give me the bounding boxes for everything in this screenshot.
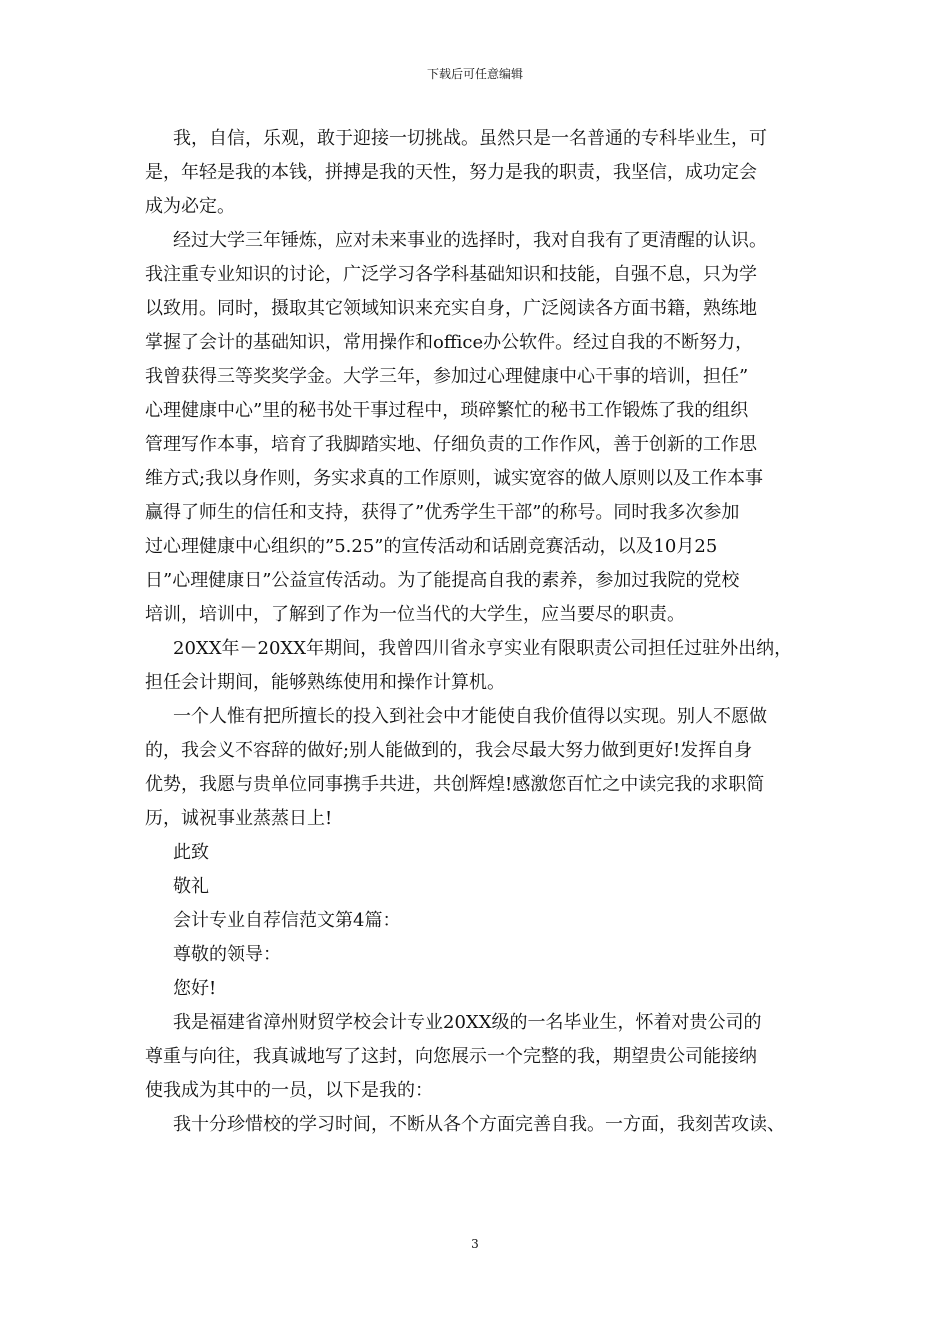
text-line: 敬礼 <box>173 876 209 897</box>
text-line: 赢得了师生的信任和支持，获得了”优秀学生干部”的称号。同时我多次参加 <box>145 502 740 523</box>
page-header: 下载后可任意编辑 <box>426 67 523 81</box>
text-line: 培训，培训中，了解到了作为一位当代的大学生，应当要尽的职责。 <box>145 604 685 625</box>
text-line: 历，诚祝事业蒸蒸日上! <box>145 808 333 829</box>
text-line: 维方式;我以身作则，务实求真的工作原则，诚实宽容的做人原则以及工作本事 <box>145 468 764 489</box>
paragraph-closing <box>145 700 815 836</box>
document-body <box>145 122 815 1142</box>
text-line: 担任会计期间，能够熟练使用和操作计算机。 <box>145 672 505 693</box>
text-line: 一个人惟有把所擅长的投入到社会中才能使自我价值得以实现。别人不愿做 <box>173 706 767 727</box>
salutation-jingli <box>145 870 815 904</box>
page-number: 3 <box>471 1237 479 1251</box>
text-line: 会计专业自荐信范文第4篇： <box>173 910 401 931</box>
text-line: 过心理健康中心组织的”5.25”的宣传活动和话剧竞赛活动，以及10月25 <box>145 536 718 557</box>
text-line: 我，自信，乐观，敢于迎接一切挑战。虽然只是一名普通的专科毕业生，可 <box>173 128 767 149</box>
text-line: 以致用。同时，摄取其它领域知识来充实自身，广泛阅读各方面书籍，熟练地 <box>145 298 757 319</box>
greeting-hello <box>145 972 815 1006</box>
paragraph-university-experience <box>145 224 815 632</box>
text-line: 我十分珍惜校的学习时间，不断从各个方面完善自我。一方面，我刻苦攻读、 <box>173 1114 785 1135</box>
text-line: 经过大学三年锤炼，应对未来事业的选择时，我对自我有了更清醒的认识。 <box>173 230 767 251</box>
text-line: 20XX年－20XX年期间，我曾四川省永亨实业有限职责公司担任过驻外出纳， <box>173 638 793 659</box>
salutation-zhici <box>145 836 815 870</box>
text-line: 优势，我愿与贵单位同事携手共进，共创辉煌!感激您百忙之中读完我的求职简 <box>145 774 765 795</box>
greeting-recipient <box>145 938 815 972</box>
text-line: 的，我会义不容辞的做好;别人能做到的，我会尽最大努力做到更好!发挥自身 <box>145 740 753 761</box>
paragraph-letter4-intro <box>145 1006 815 1108</box>
paragraph-work-experience <box>145 632 815 700</box>
text-line: 使我成为其中的一员，以下是我的： <box>145 1080 433 1101</box>
text-line: 尊敬的领导： <box>173 944 281 965</box>
section-heading <box>145 904 815 938</box>
text-line: 日”心理健康日”公益宣传活动。为了能提高自我的素养，参加过我院的党校 <box>145 570 740 591</box>
text-line: 尊重与向往，我真诚地写了这封，向您展示一个完整的我，期望贵公司能接纳 <box>145 1046 757 1067</box>
text-line: 您好! <box>173 978 217 999</box>
text-line: 成为必定。 <box>145 196 235 217</box>
text-line: 掌握了会计的基础知识，常用操作和office办公软件。经过自我的不断努力， <box>145 332 754 353</box>
text-line: 我曾获得三等奖奖学金。大学三年，参加过心理健康中心干事的培训，担任” <box>145 366 749 387</box>
text-line: 管理写作本事，培育了我脚踏实地、仔细负责的工作作风，善于创新的工作思 <box>145 434 757 455</box>
paragraph-self-intro <box>145 122 815 224</box>
text-line: 心理健康中心”里的秘书处干事过程中，琐碎繁忙的秘书工作锻炼了我的组织 <box>145 400 749 421</box>
text-line: 是，年轻是我的本钱，拼搏是我的天性，努力是我的职责，我坚信，成功定会 <box>145 162 757 183</box>
text-line: 我是福建省漳州财贸学校会计专业20XX级的一名毕业生，怀着对贵公司的 <box>173 1012 762 1033</box>
text-line: 我注重专业知识的讨论，广泛学习各学科基础知识和技能，自强不息，只为学 <box>145 264 757 285</box>
paragraph-letter4-study <box>145 1108 815 1142</box>
text-line: 此致 <box>173 842 209 863</box>
